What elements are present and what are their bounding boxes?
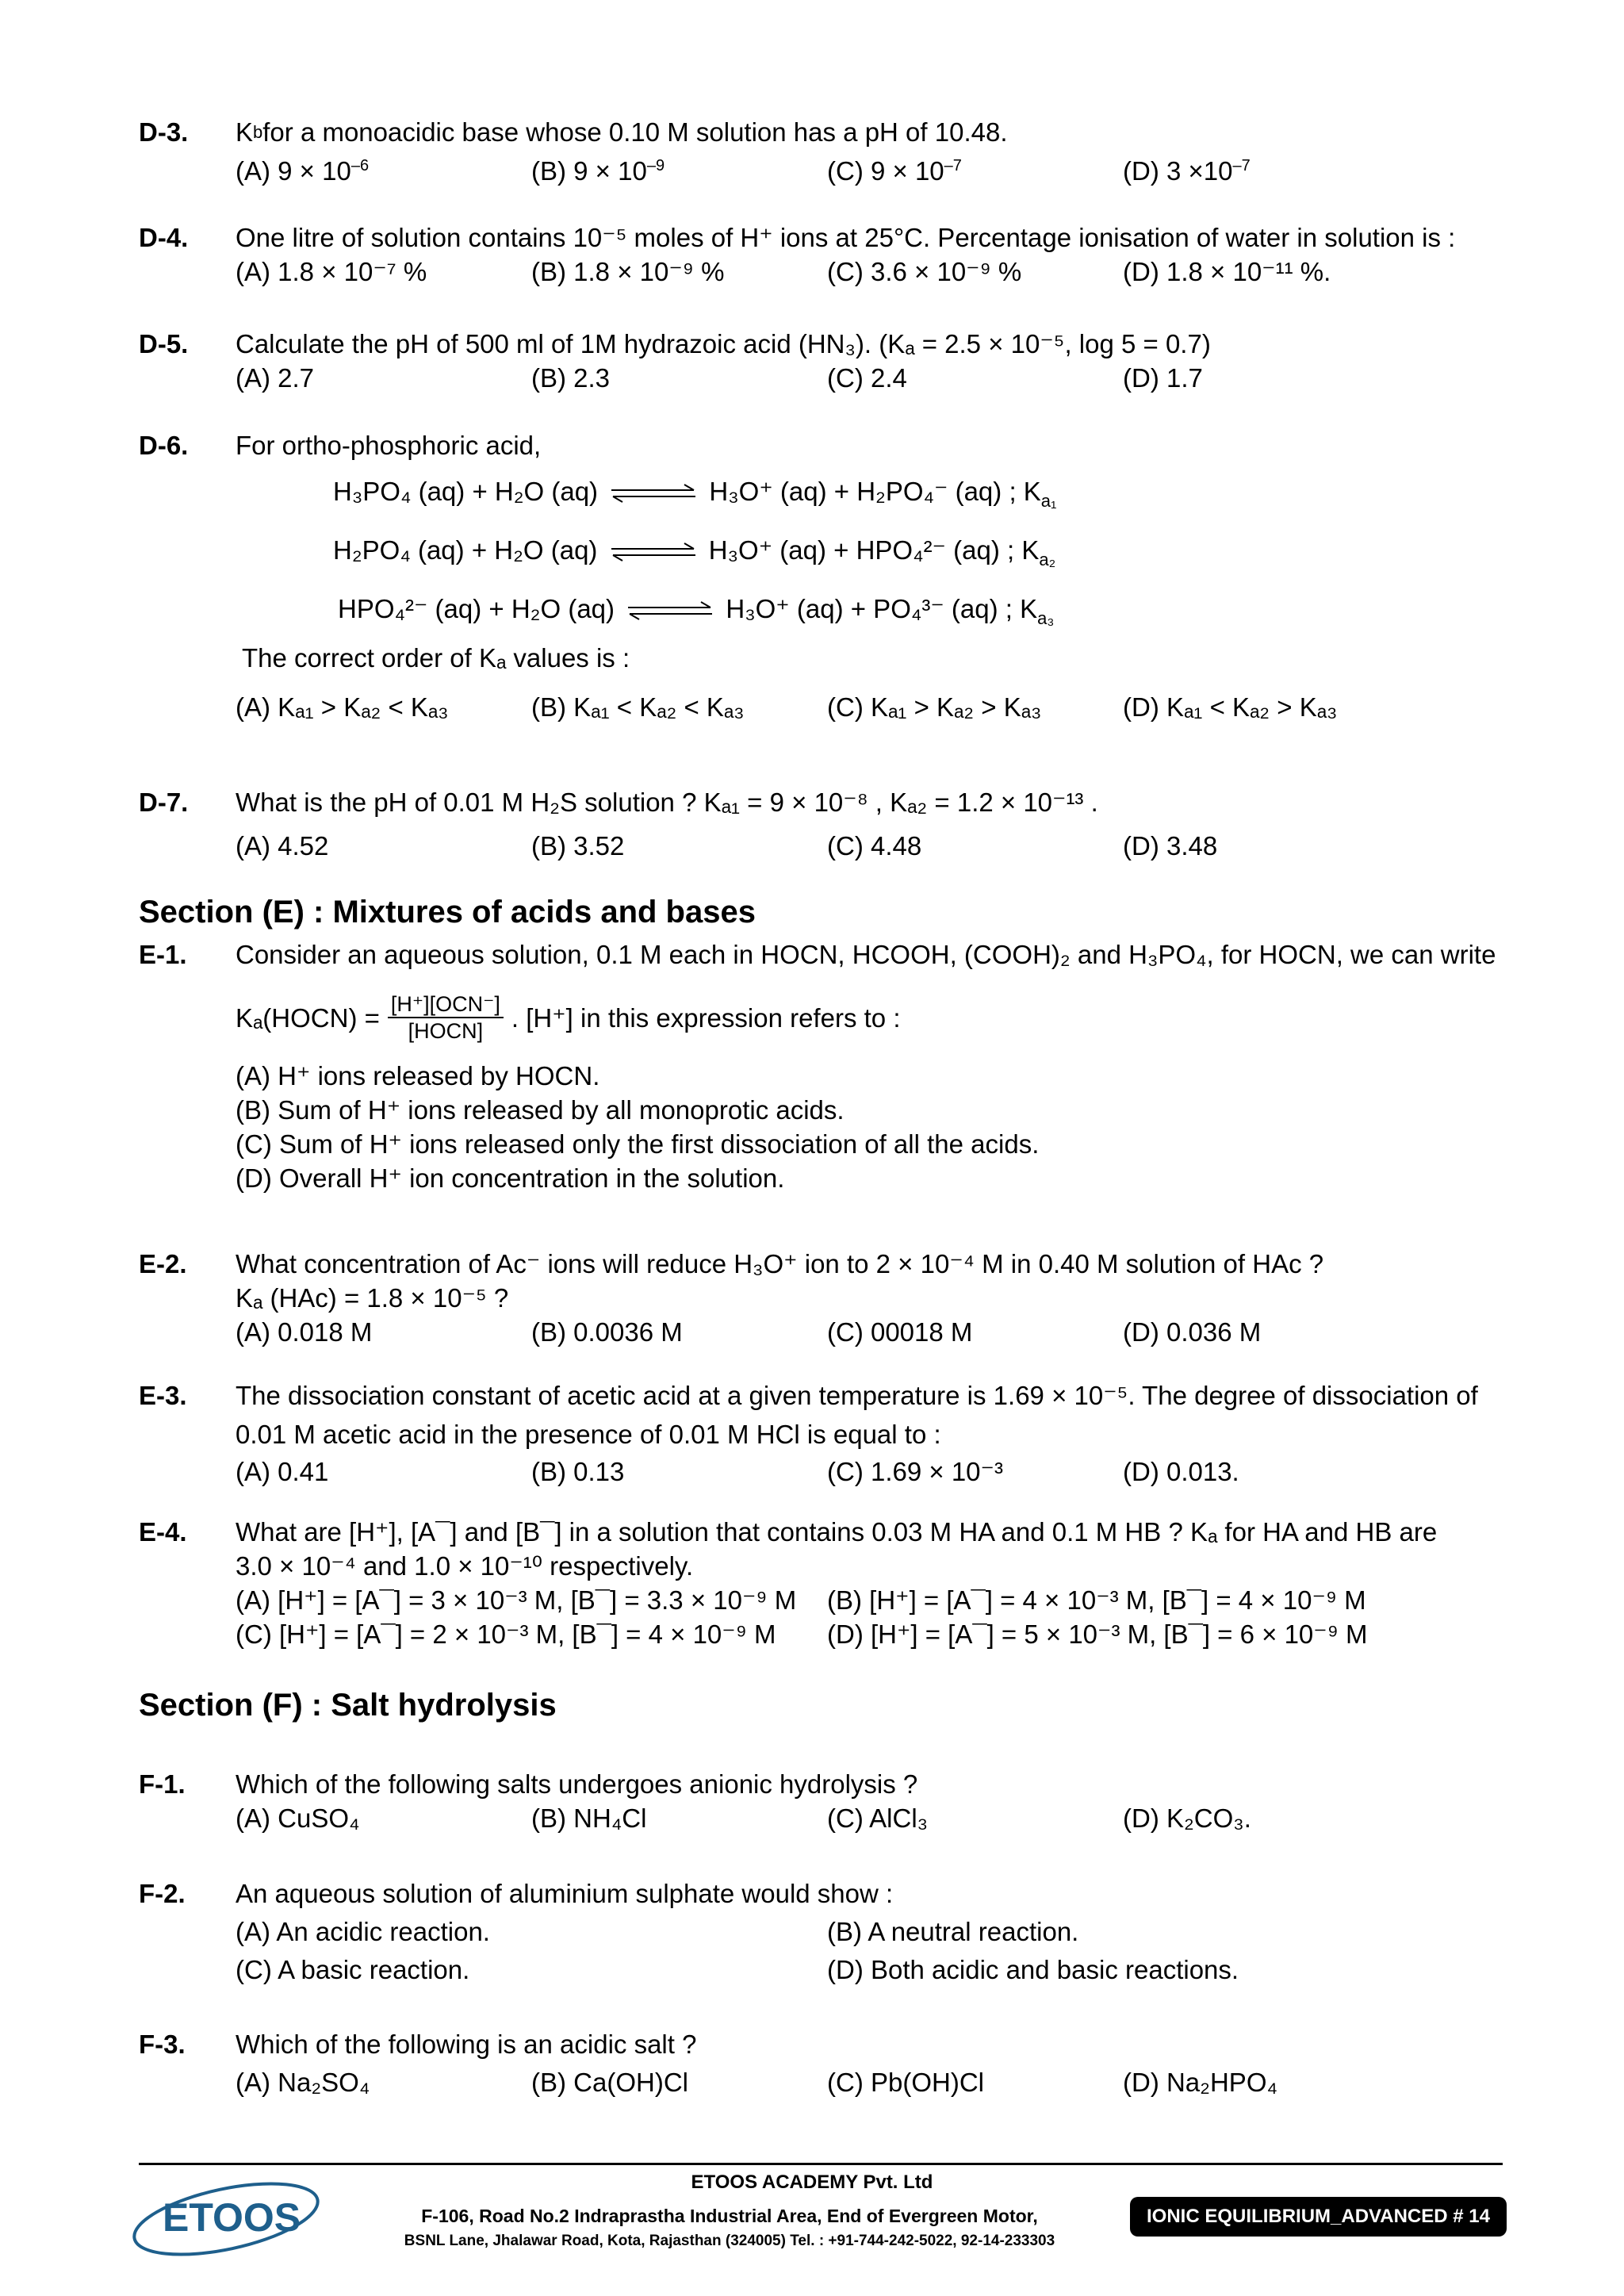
question-stem: What is the pH of 0.01 M H₂S solution ? Kₐ₁ = 9 × 10⁻⁸ , Kₐ₂ = 1.2 × 10⁻¹³ .	[236, 788, 1098, 817]
options-row	[236, 149, 1503, 186]
option-a: (A) 2.7	[236, 363, 315, 393]
option-b: (B) 0.0036 M	[531, 1317, 683, 1347]
question-number: F-3.	[139, 2030, 186, 2059]
option-c: (C) $9 \times 10^{-7}$	[827, 156, 962, 186]
footer-divider	[139, 2163, 1503, 2165]
option-d: (D) $3 \times 10^{-7}$	[1123, 156, 1251, 186]
options-row	[236, 1953, 1503, 1987]
option-b: (B) Sum of H⁺ ions released by all monoprotic acids.	[236, 1095, 845, 1125]
question-stem: The correct order of Kₐ values is :	[242, 643, 630, 673]
equilibrium-equation-2: H₂PO₄ (aq) + H₂O (aq) H₃O⁺ (aq) + HPO₄²⁻ (aq) ; $K_{a_2}$	[333, 535, 1056, 569]
option-c: (C) AlCl₃	[827, 1803, 929, 1833]
option-d: (D) 1.8 × 10⁻¹¹ %.	[1123, 257, 1331, 286]
question-number: E-1.	[139, 940, 187, 969]
option-a: (A) 0.41	[236, 1457, 329, 1486]
option-d: (D) 1.7	[1123, 363, 1203, 393]
question-number: E-3.	[139, 1381, 187, 1410]
option-d: (D) Kₐ₁ < Kₐ₂ > Kₐ₃	[1123, 692, 1338, 722]
section-heading-e: Section (E) : Mixtures of acids and bases	[139, 895, 756, 930]
question-stem: For ortho-phosphoric acid,	[236, 431, 542, 460]
question-number: F-2.	[139, 1879, 186, 1908]
option-b: (B) 3.52	[531, 831, 625, 861]
options-row	[236, 1455, 1503, 1489]
option-b: (B) [H⁺] = [A¯] = 4 × 10⁻³ M, [B¯] = 4 × 10⁻⁹ M	[827, 1585, 1366, 1615]
question-number: D-6.	[139, 431, 189, 460]
option-a: (A) 0.018 M	[236, 1317, 373, 1347]
option-c: (C) 3.6 × 10⁻⁹ %	[827, 257, 1022, 286]
question-number: E-2.	[139, 1249, 187, 1278]
question-stem-line2: 0.01 M acetic acid in the presence of 0.01 M HCl is equal to :	[236, 1420, 941, 1449]
question-number: D-5.	[139, 329, 189, 358]
footer-company-name: ETOOS ACADEMY Pvt. Ltd	[691, 2171, 933, 2193]
option-a: (A) An acidic reaction.	[236, 1917, 490, 1946]
footer-address-line2: BSNL Lane, Jhalawar Road, Kota, Rajasthan (324005) Tel. : +91-744-242-5022, 92-14-233303	[404, 2233, 1055, 2249]
option-d: (D) 3.48	[1123, 831, 1218, 861]
equilibrium-arrows-icon	[610, 484, 697, 503]
question-stem: Which of the following salts undergoes anionic hydrolysis ?	[236, 1769, 918, 1799]
options-row	[236, 1583, 1503, 1617]
option-d: (D) Both acidic and basic reactions.	[827, 1955, 1239, 1984]
question-stem: Calculate the pH of 500 ml of 1M hydrazoic acid (HN₃). (Kₐ = 2.5 × 10⁻⁵, log 5 = 0.7)	[236, 329, 1211, 358]
question-number: D-7.	[139, 788, 189, 817]
footer-address-line1: F-106, Road No.2 Indraprastha Industrial Area, End of Evergreen Motor,	[421, 2206, 1038, 2226]
question-number: F-1.	[139, 1769, 186, 1799]
option-a: (A) 1.8 × 10⁻⁷ %	[236, 257, 427, 286]
option-d: (D) Na₂HPO₄	[1123, 2068, 1277, 2097]
ka-fraction: $\frac{\text{[H⁺][OCN⁻]}}{\text{[HOCN]}}$	[388, 991, 504, 1044]
options-row	[236, 829, 1503, 863]
options-row	[236, 1915, 1503, 1953]
option-d: (D) 0.036 M	[1123, 1317, 1262, 1347]
option-a: (A) CuSO₄	[236, 1803, 360, 1833]
option-a: (A) Na₂SO₄	[236, 2068, 370, 2097]
equilibrium-equation-3: HPO₄²⁻ (aq) + H₂O (aq) H₃O⁺ (aq) + PO₄³⁻ (aq) ; $K_{a_3}$	[338, 594, 1055, 628]
section-heading-f: Section (F) : Salt hydrolysis	[139, 1688, 557, 1723]
option-d: (D) K₂CO₃.	[1123, 1803, 1251, 1833]
option-c: (C) [H⁺] = [A¯] = 2 × 10⁻³ M, [B¯] = 4 × 10⁻⁹ M	[236, 1619, 776, 1649]
option-a: (A) 4.52	[236, 831, 329, 861]
option-a: (A) $9 \times 10^{-6}$	[236, 156, 370, 186]
ka-expression: Kₐ(HOCN) = $\frac{\text{[H⁺][OCN⁻]}}{\text{[HOCN]}}$ . [H⁺] in this expression refers to :	[236, 992, 901, 1043]
question-stem-line2: 3.0 × 10⁻⁴ and 1.0 × 10⁻¹⁰ respectively.	[236, 1551, 694, 1581]
question-stem-line2: Kₐ (HAc) = 1.8 × 10⁻⁵ ?	[236, 1283, 509, 1313]
question-stem: The dissociation constant of acetic acid at a given temperature is 1.69 × 10⁻⁵. The degree of dissociation of	[236, 1381, 1478, 1410]
question-stem: An aqueous solution of aluminium sulphate would show :	[236, 1879, 894, 1908]
question-stem: What are [H⁺], [A¯] and [B¯] in a solution that contains 0.03 M HA and 0.1 M HB ? Kₐ for HA and HB are	[236, 1517, 1438, 1547]
question-stem: What concentration of Ac⁻ ions will reduce H₃O⁺ ion to 2 × 10⁻⁴ M in 0.40 M solution of HAc ?	[236, 1249, 1324, 1278]
option-b: (B) 1.8 × 10⁻⁹ %	[531, 257, 725, 286]
option-c: (C) A basic reaction.	[236, 1955, 470, 1984]
equilibrium-equation-1: H₃PO₄ (aq) + H₂O (aq) H₃O⁺ (aq) + H₂PO₄⁻ (aq) ; $K_{a_1}$	[333, 477, 1057, 511]
option-b: (B) $9 \times 10^{-9}$	[531, 156, 665, 186]
option-b: (B) NH₄Cl	[531, 1803, 647, 1833]
option-b: (B) Kₐ₁ < Kₐ₂ < Kₐ₃	[531, 692, 745, 722]
option-c: (C) 00018 M	[827, 1317, 973, 1347]
option-d: (D) [H⁺] = [A¯] = 5 × 10⁻³ M, [B¯] = 6 × 10⁻⁹ M	[827, 1619, 1368, 1649]
options-row	[236, 361, 1503, 395]
option-a: (A) Kₐ₁ > Kₐ₂ < Kₐ₃	[236, 692, 449, 722]
option-b: (B) 0.13	[531, 1457, 625, 1486]
svg-text:ETOOS: ETOOS	[163, 2195, 301, 2240]
option-b: (B) 2.3	[531, 363, 611, 393]
question-stem: Consider an aqueous solution, 0.1 M each in HOCN, HCOOH, (COOH)₂ and H₃PO₄, for HOCN, we can write	[236, 940, 1496, 969]
options-row	[236, 690, 1503, 724]
question-number: E-4.	[139, 1517, 187, 1547]
options-row	[236, 2065, 1503, 2099]
footer-address	[333, 2203, 1126, 2254]
option-c: (C) 2.4	[827, 363, 907, 393]
option-c: (C) 4.48	[827, 831, 922, 861]
option-c: (C) Kₐ₁ > Kₐ₂ > Kₐ₃	[827, 692, 1042, 722]
options-row	[236, 1315, 1503, 1349]
options-row	[236, 255, 1503, 289]
page-badge: IONIC EQUILIBRIUM_ADVANCED # 14	[1130, 2197, 1507, 2237]
option-c: (C) 1.69 × 10⁻³	[827, 1457, 1003, 1486]
question-stem: One litre of solution contains 10⁻⁵ moles of H⁺ ions at 25°C. Percentage ionisation of water in solution is :	[236, 223, 1456, 252]
question-number: D-4.	[139, 223, 189, 252]
option-c: (C) Sum of H⁺ ions released only the first dissociation of all the acids.	[236, 1129, 1040, 1159]
equilibrium-arrows-icon	[626, 601, 714, 620]
option-b: (B) A neutral reaction.	[827, 1917, 1079, 1946]
equilibrium-arrows-icon	[610, 542, 697, 562]
option-c: (C) Pb(OH)Cl	[827, 2068, 984, 2097]
question-stem: K b for a monoacidic base whose 0.10 M solution has a pH of 10.48.	[236, 117, 1008, 147]
options-row	[236, 1801, 1503, 1835]
option-b: (B) Ca(OH)Cl	[531, 2068, 688, 2097]
option-d: (D) Overall H⁺ ion concentration in the solution.	[236, 1163, 785, 1193]
option-a: (A) [H⁺] = [A¯] = 3 × 10⁻³ M, [B¯] = 3.3 × 10⁻⁹ M	[236, 1585, 797, 1615]
option-a: (A) H⁺ ions released by HOCN.	[236, 1061, 600, 1091]
option-d: (D) 0.013.	[1123, 1457, 1239, 1486]
question-number: D-3.	[139, 117, 189, 147]
options-row	[236, 1617, 1503, 1651]
question-stem: Which of the following is an acidic salt ?	[236, 2030, 697, 2059]
